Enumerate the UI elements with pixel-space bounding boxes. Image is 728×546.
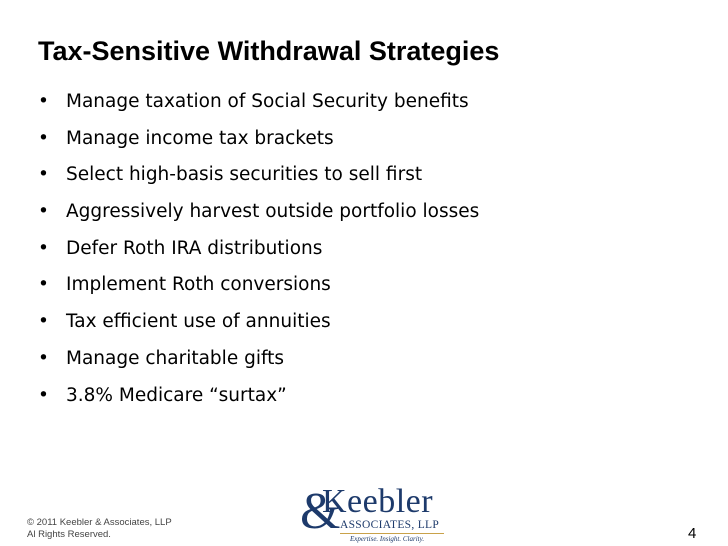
logo-name: Keebler xyxy=(322,483,434,520)
copyright-line: Al Rights Reserved. xyxy=(27,529,111,540)
keebler-logo xyxy=(300,482,450,544)
bullet-text: Select high-basis securities to sell first xyxy=(66,164,423,186)
bullet-text: Manage taxation of Social Security benefits xyxy=(66,91,469,112)
bullet-text: Aggressively harvest outside portfolio losses xyxy=(66,201,480,223)
bullet-text: Defer Roth IRA distributions xyxy=(66,237,323,259)
bullet-icon: • xyxy=(38,347,49,369)
bullet-text: Tax efficient use of annuities xyxy=(66,311,331,333)
bullet-text: Manage charitable gifts xyxy=(66,347,285,369)
bullet-icon: • xyxy=(38,127,49,149)
logo-divider xyxy=(340,533,444,534)
bullet-icon: • xyxy=(38,274,49,296)
bullet-item xyxy=(38,238,479,275)
bullet-icon: • xyxy=(38,164,49,186)
bullet-text: 3.8% Medicare “surtax” xyxy=(66,384,287,406)
slide-title: Tax-Sensitive Withdrawal Strategies xyxy=(38,36,500,66)
bullet-icon: • xyxy=(38,237,49,259)
copyright-line: © 2011 Keebler & Associates, LLP xyxy=(27,517,172,528)
bullet-item xyxy=(38,385,479,422)
bullet-item xyxy=(38,311,479,348)
bullet-item xyxy=(38,128,479,165)
copyright-notice xyxy=(27,517,172,541)
logo-tagline: Expertise. Insight. Clarity. xyxy=(350,535,425,543)
bullet-icon: • xyxy=(38,201,49,223)
page-number: 4 xyxy=(688,525,697,542)
bullet-icon: • xyxy=(38,311,49,333)
bullet-icon: • xyxy=(38,384,49,406)
bullet-item xyxy=(38,91,479,128)
logo-subtitle: ASSOCIATES, LLP xyxy=(340,519,440,531)
bullet-text: Implement Roth conversions xyxy=(66,274,331,296)
bullet-text: Manage income tax brackets xyxy=(66,127,334,149)
bullet-list xyxy=(38,91,479,421)
bullet-icon: • xyxy=(38,91,49,112)
bullet-item xyxy=(38,201,479,238)
logo-ampersand: & xyxy=(300,483,341,540)
bullet-item xyxy=(38,348,479,385)
bullet-item xyxy=(38,164,479,201)
bullet-item xyxy=(38,274,479,311)
